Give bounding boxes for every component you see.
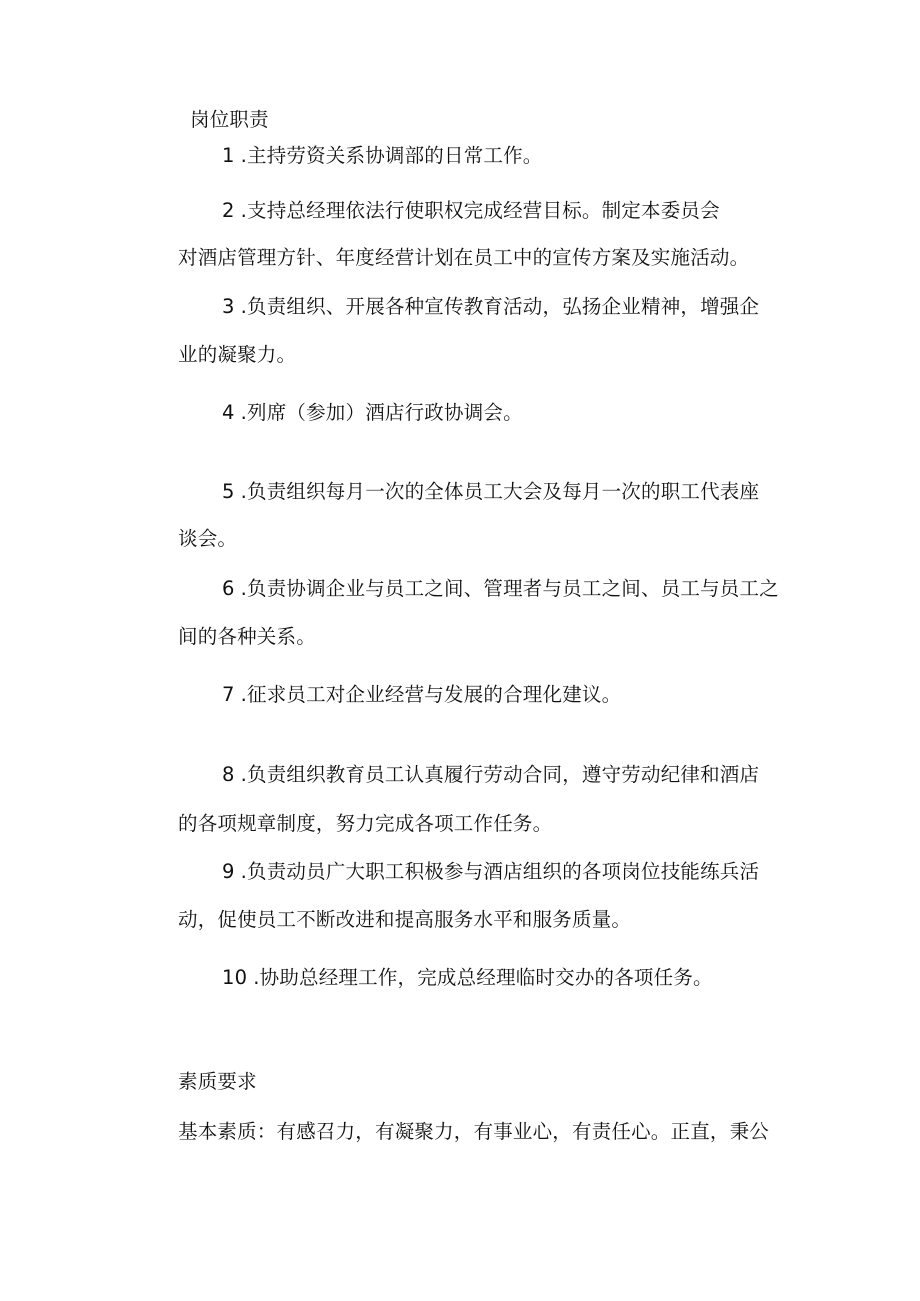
item-number: 10 <box>222 966 248 989</box>
duty-item-4 <box>222 401 523 425</box>
section-heading-duties: 岗位职责 <box>190 108 269 131</box>
item-number: 1 <box>222 144 235 167</box>
duty-item-8 <box>222 763 759 787</box>
item-text: .负责组织、开展各种宣传教育活动，弘扬企业精神，增强企 <box>240 295 760 318</box>
item-number: 3 <box>222 295 235 318</box>
item-number: 6 <box>222 577 235 600</box>
duty-item-8-continued: 的各项规章制度，努力完成各项工作任务。 <box>178 812 553 835</box>
item-text: .列席（参加）酒店行政协调会。 <box>240 401 523 424</box>
item-number: 2 <box>222 199 235 222</box>
item-text: .协助总经理工作，完成总经理临时交办的各项任务。 <box>253 966 713 989</box>
basic-quality-line: 基本素质：有感召力，有凝聚力，有事业心，有责任心。正直，秉公 <box>178 1120 770 1143</box>
item-text: .支持总经理依法行使职权完成经营目标。制定本委员会 <box>240 199 720 222</box>
duty-item-6-continued: 间的各种关系。 <box>178 625 316 648</box>
item-text: .征求员工对企业经营与发展的合理化建议。 <box>240 683 622 706</box>
duty-item-2-continued: 对酒店管理方针、年度经营计划在员工中的宣传方案及实施活动。 <box>178 246 750 269</box>
duty-item-3 <box>222 295 759 319</box>
duty-item-7 <box>222 683 621 707</box>
duty-item-6 <box>222 577 779 601</box>
duty-item-5 <box>222 480 759 504</box>
item-text: .主持劳资关系协调部的日常工作。 <box>240 144 543 167</box>
duty-item-3-continued: 业的凝聚力。 <box>178 343 297 366</box>
item-number: 8 <box>222 763 235 786</box>
item-number: 4 <box>222 401 235 424</box>
duty-item-9 <box>222 860 759 884</box>
item-text: .负责协调企业与员工之间、管理者与员工之间、员工与员工之 <box>240 577 779 600</box>
section-heading-quality: 素质要求 <box>178 1070 257 1093</box>
duty-item-5-continued: 谈会。 <box>178 527 238 550</box>
item-number: 7 <box>222 683 235 706</box>
item-text: .负责组织每月一次的全体员工大会及每月一次的职工代表座 <box>240 480 760 503</box>
item-text: .负责组织教育员工认真履行劳动合同，遵守劳动纪律和酒店 <box>240 763 760 786</box>
duty-item-2 <box>222 199 720 223</box>
duty-item-10 <box>222 966 713 990</box>
item-number: 9 <box>222 860 235 883</box>
duty-item-1 <box>222 144 543 168</box>
item-number: 5 <box>222 480 235 503</box>
item-text: .负责动员广大职工积极参与酒店组织的各项岗位技能练兵活 <box>240 860 760 883</box>
duty-item-9-continued: 动，促使员工不断改进和提高服务水平和服务质量。 <box>178 908 632 931</box>
